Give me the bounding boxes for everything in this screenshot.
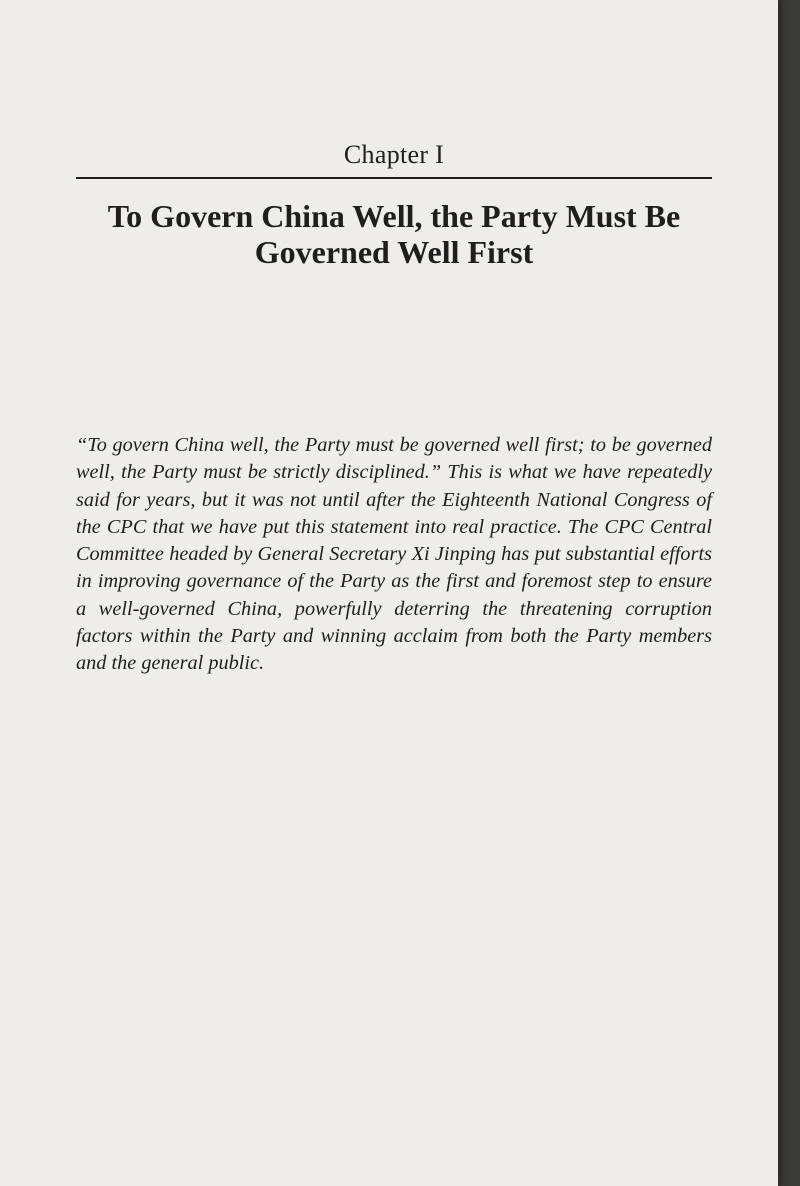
chapter-label: Chapter I <box>343 140 445 169</box>
heading-rule <box>76 177 712 179</box>
chapter-epigraph: “To govern China well, the Party must be governed well first; to be governed well, the Party must be strictly disciplined.” This is what we have repeatedly said for years, but it was not until after the Eighteenth National Congress of the CPC that we have put this statement into real practice. The CPC Central Committee headed by General Secretary Xi Jinping has put substantial efforts in improving governance of the Party as the first and foremost step to ensure a well-governed China, powerfully deterring the threatening corruption factors within the Party and winning acclaim from both the Party members and the general public. <box>76 434 712 675</box>
chapter-title: To Govern China Well, the Party Must Be Governed Well First <box>107 198 681 270</box>
